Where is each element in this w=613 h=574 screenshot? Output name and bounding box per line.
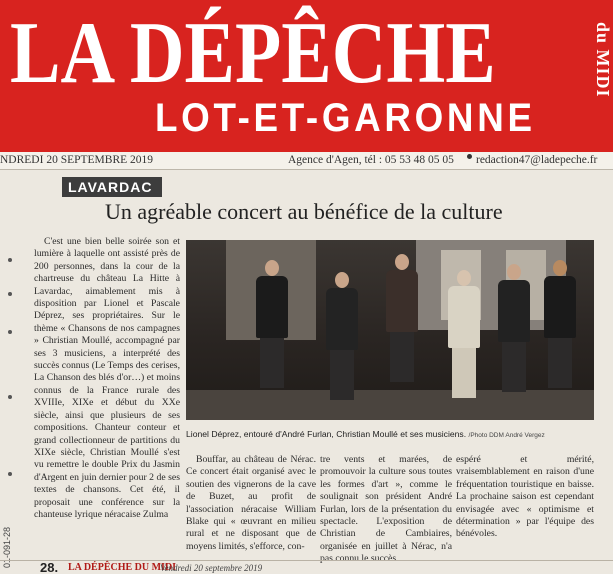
person-head xyxy=(457,270,471,286)
margin-dot xyxy=(8,330,12,334)
margin-dot xyxy=(8,292,12,296)
section-tag: LAVARDAC xyxy=(62,177,162,197)
page-number: 28. xyxy=(40,560,59,574)
footer-date: Vendredi 20 septembre 2019 xyxy=(160,563,263,573)
person-head xyxy=(395,254,409,270)
margin-dot xyxy=(8,258,12,262)
page-side-code: 01-091-28 xyxy=(2,526,12,568)
margin-dot xyxy=(8,395,12,399)
brand-vertical-label: du MIDI xyxy=(593,22,613,98)
person-legs xyxy=(260,338,284,388)
edition-name: LOT-ET-GARONNE xyxy=(155,96,536,140)
footer-brand: LA DÉPÊCHE DU MIDI xyxy=(68,562,177,573)
person-head xyxy=(335,272,349,288)
article-column-2: Bouffar, au château de Nérac. Ce concert était organisé avec le soutien des vignerons de la cave de Buzet, au profit de l'association néracaise William Blake qui « œuvrant en milieu rural et ne disposant que de moyens limités, s'efforce, con- xyxy=(186,454,316,552)
agency-contact: Agence d'Agen, tél : 05 53 48 05 05 xyxy=(288,154,454,166)
person-legs xyxy=(452,348,476,398)
photo-credit: /Photo DDM André Vergez xyxy=(468,432,545,439)
date-bar xyxy=(0,152,613,170)
photo-caption-text: Lionel Déprez, entouré d'André Furlan, Christian Moullé et ses musiciens. xyxy=(186,429,467,439)
person-legs xyxy=(330,350,354,400)
issue-date: NDREDI 20 SEPTEMBRE 2019 xyxy=(0,154,154,166)
person-legs xyxy=(502,342,526,392)
person-torso xyxy=(498,280,530,342)
masthead xyxy=(0,0,613,152)
person-head xyxy=(265,260,279,276)
article-headline: Un agréable concert au bénéfice de la culture xyxy=(105,199,503,224)
person-legs xyxy=(548,338,572,388)
bullet-icon xyxy=(467,154,472,159)
photo-floor xyxy=(186,390,594,420)
email-contact: redaction47@ladepeche.fr xyxy=(476,154,598,166)
margin-dot xyxy=(8,472,12,476)
person-torso xyxy=(386,270,418,332)
article-photo xyxy=(186,240,594,420)
photo-caption xyxy=(186,429,594,439)
person-torso xyxy=(326,288,358,350)
brand-logo: LA DÉPÊCHE xyxy=(10,5,496,102)
person-torso xyxy=(544,276,576,338)
article-column-4: espéré et mérité, vraisemblablement en raison d'une fréquentation touristique en baisse. La prochaine saison est cependant envisagée avec « optimisme et détermination » par l'équipe des bénévoles. xyxy=(456,454,594,540)
person-head xyxy=(553,260,567,276)
person-legs xyxy=(390,332,414,382)
person-torso xyxy=(256,276,288,338)
article-column-3: tre vents et marées, de promouvoir la culture sous toutes les formes d'art », comme le soulignait son président André Furlan, lors de la présentation du spectacle. L'exposition de Christian de Cambiaires, organisée en juillet à Nérac, n'a pas connu le succès xyxy=(320,454,452,564)
page-footer xyxy=(0,560,613,574)
person-head xyxy=(507,264,521,280)
article-column-1: C'est une bien belle soirée son et lumière à laquelle ont assisté près de 200 personnes, dans la cour de la chartreuse du château La Hitte à Lavardac, aimablement mis à disposition par Lionel et Pascale Déprez, ses propriétaires. Sur le thème « Chansons de nos campagnes » Christian Moullé, accompagné par ses 3 musiciens, a interprété des succès connus (Le Temps des cerises, La Chanson des blés d'or…) et moins connus de la France rurale des XVIIIe, XIXe et début du XXe siècle, ainsi que plusieurs de ses compositions. Chanteur conteur et grand collectionneur de partitions du XIXe siècle, Christian Moullé s'est vu remettre le double Prix du Jasmin d'Argent en juin dernier pour 2 de ses textes de chansons. Cet été, il proposait une conférence sur la chanteuse lyrique néracaise Zulma xyxy=(34,236,180,520)
person-torso xyxy=(448,286,480,348)
